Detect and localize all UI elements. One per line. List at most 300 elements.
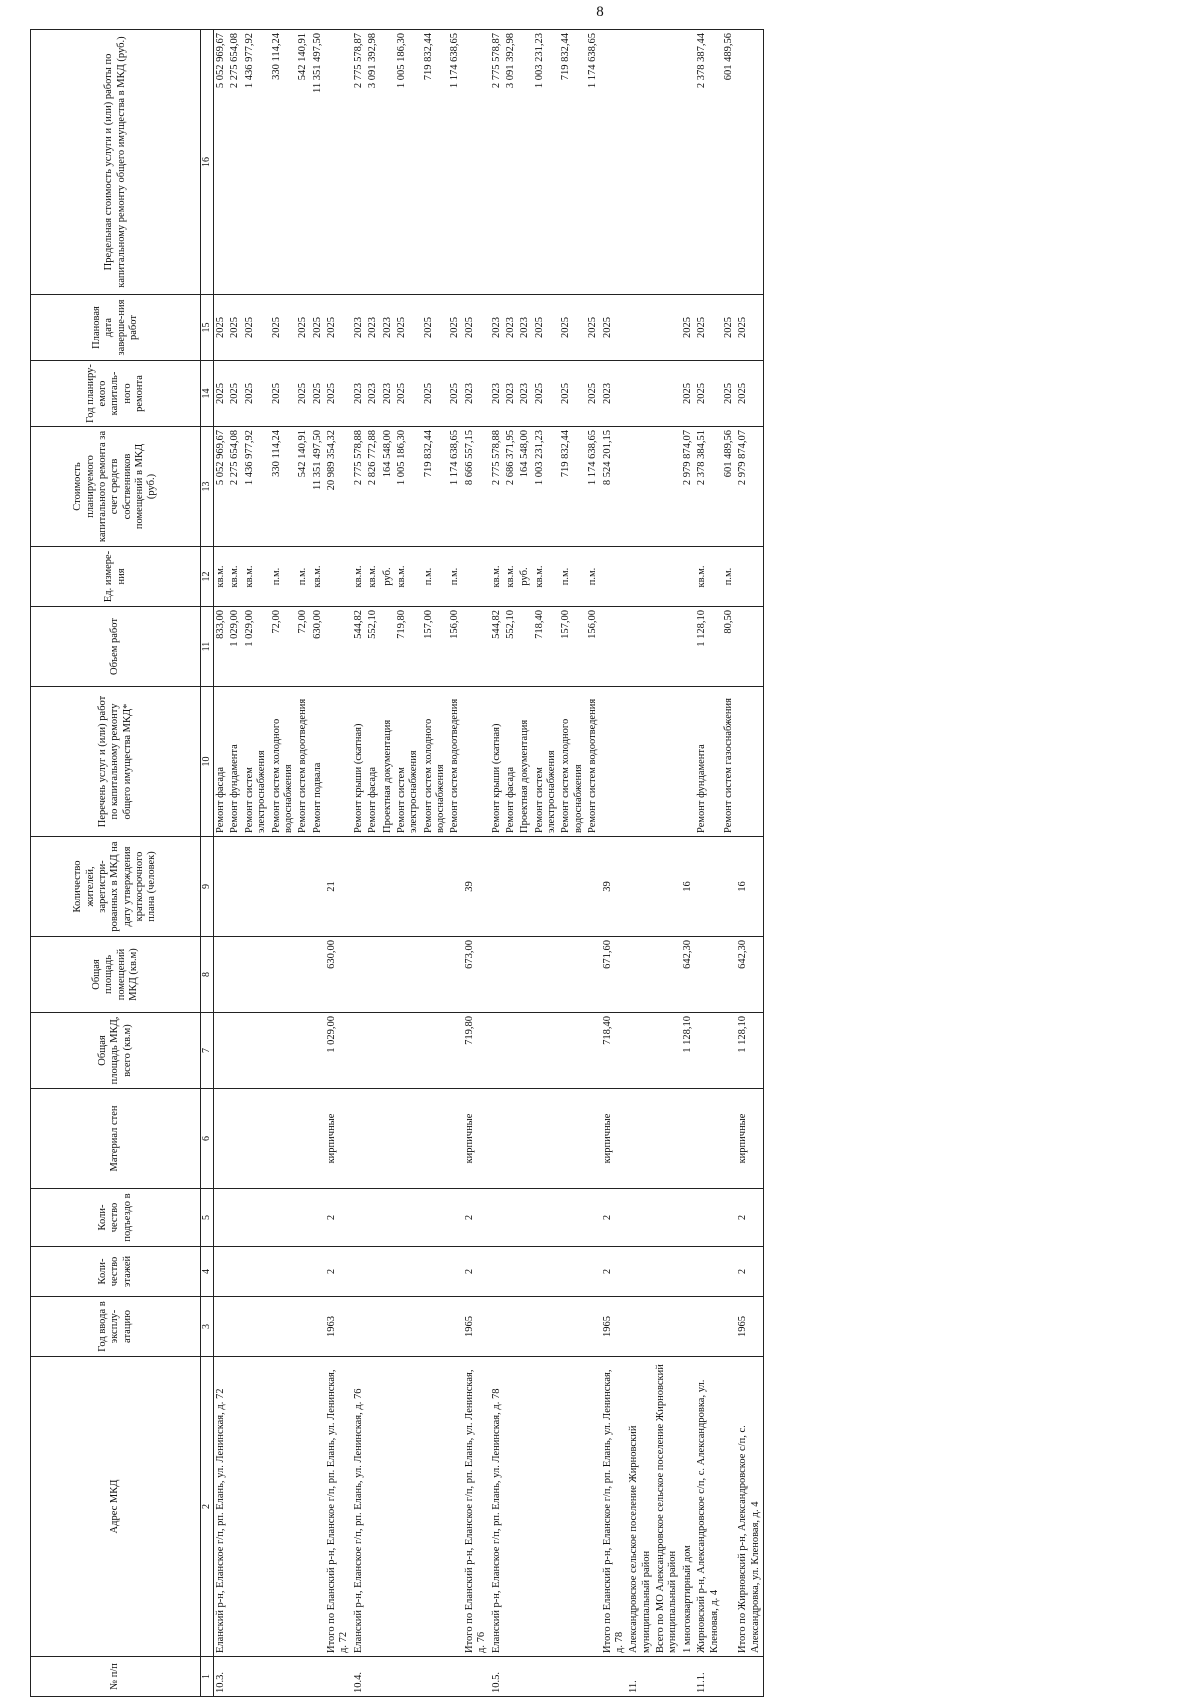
table-cell-col-8 — [533, 937, 560, 1013]
table-cell-col-16: 542 140,91 — [296, 30, 310, 295]
table-cell-col-16: 1 174 638,65 — [448, 30, 462, 295]
table-cell-col-4 — [586, 1247, 600, 1297]
table-cell-col-9 — [270, 837, 297, 937]
table-cell-col-10: Ремонт крыши (скатная) — [490, 687, 504, 837]
table-cell-col-8 — [518, 937, 532, 1013]
table-cell-col-9 — [381, 837, 395, 937]
table-cell-col-4 — [214, 1247, 229, 1297]
table-cell-col-5: 2 — [601, 1189, 628, 1247]
table-cell-col-1 — [422, 1657, 449, 1697]
table-cell-col-11: 1 029,00 — [243, 607, 270, 687]
table-cell-col-12 — [736, 547, 763, 607]
table-cell-col-13: 8 524 201,15 — [601, 427, 628, 547]
table-cell-col-5 — [518, 1189, 532, 1247]
rotated-page-area — [0, 30, 1200, 1697]
table-cell-col-4 — [352, 1247, 366, 1297]
table-cell-col-1: 10.3. — [214, 1657, 229, 1697]
table-cell-col-11 — [518, 607, 532, 687]
table-cell-col-12 — [325, 547, 352, 607]
table-cell-col-2: Итого по Жирновский р-н, Александровское с/п, с. Александровка, ул. Кленовая, д. 4 — [736, 1357, 763, 1657]
table-cell-col-10: Ремонт систем холодного водоснабжения — [270, 687, 297, 837]
table-cell-col-3 — [422, 1297, 449, 1357]
table-row — [270, 30, 297, 1697]
table-cell-col-13: 1 174 638,65 — [448, 427, 462, 547]
table-cell-col-13: 1 174 638,65 — [586, 427, 600, 547]
table-cell-col-15 — [627, 295, 654, 361]
table-cell-col-15: 2025 — [270, 295, 297, 361]
table-row — [559, 30, 586, 1697]
table-cell-col-15: 2025 — [695, 295, 722, 361]
table-cell-col-12: п.м. — [270, 547, 297, 607]
table-cell-col-13: 330 114,24 — [270, 427, 297, 547]
table-cell-col-7 — [448, 1013, 462, 1089]
table-cell-col-2 — [243, 1357, 270, 1657]
table-cell-col-12 — [654, 547, 681, 607]
table-cell-col-9: 21 — [325, 837, 352, 937]
table-cell-col-4 — [366, 1247, 380, 1297]
table-cell-col-6 — [533, 1089, 560, 1189]
table-cell-col-2 — [270, 1357, 297, 1657]
table-cell-col-1 — [448, 1657, 462, 1697]
table-cell-col-3 — [395, 1297, 422, 1357]
table-cell-col-16: 601 489,56 — [722, 30, 736, 295]
table-cell-col-7 — [559, 1013, 586, 1089]
table-row — [518, 30, 532, 1697]
table-cell-col-9 — [695, 837, 722, 937]
table-cell-col-9 — [559, 837, 586, 937]
table-cell-col-4 — [270, 1247, 297, 1297]
table-cell-col-10: Проектная документация — [381, 687, 395, 837]
table-cell-col-4: 2 — [325, 1247, 352, 1297]
table-row — [325, 30, 352, 1697]
table-cell-col-8 — [695, 937, 722, 1013]
table-cell-col-4 — [381, 1247, 395, 1297]
table-cell-col-11: 630,00 — [311, 607, 325, 687]
table-cell-col-7: 1 029,00 — [325, 1013, 352, 1089]
table-cell-col-6 — [559, 1089, 586, 1189]
table-cell-col-12 — [463, 547, 490, 607]
table-cell-col-9 — [366, 837, 380, 937]
table-cell-col-10 — [463, 687, 490, 837]
table-cell-col-15: 2025 — [681, 295, 695, 361]
table-cell-col-10: Ремонт систем электроснабжения — [533, 687, 560, 837]
table-cell-col-4 — [627, 1247, 654, 1297]
table-cell-col-10: Ремонт систем газоснабжения — [722, 687, 736, 837]
table-cell-col-12: кв.м. — [490, 547, 504, 607]
table-cell-col-16: 330 114,24 — [270, 30, 297, 295]
table-cell-col-1: 10.4. — [352, 1657, 366, 1697]
table-cell-col-14: 2025 — [533, 361, 560, 427]
table-cell-col-1 — [395, 1657, 422, 1697]
table-cell-col-12: п.м. — [296, 547, 310, 607]
table-cell-col-12: руб. — [381, 547, 395, 607]
table-cell-col-4: 2 — [463, 1247, 490, 1297]
table-cell-col-5 — [352, 1189, 366, 1247]
header-cell: Ед. измере-ния — [31, 547, 201, 607]
table-cell-col-7 — [695, 1013, 722, 1089]
table-cell-col-3: 1965 — [463, 1297, 490, 1357]
table-cell-col-11 — [681, 607, 695, 687]
table-cell-col-14: 2025 — [296, 361, 310, 427]
table-cell-col-5 — [654, 1189, 681, 1247]
table-cell-col-16: 1 174 638,65 — [586, 30, 600, 295]
table-cell-col-4 — [722, 1247, 736, 1297]
table-cell-col-7 — [504, 1013, 518, 1089]
table-cell-col-12: кв.м. — [395, 547, 422, 607]
table-cell-col-12 — [627, 547, 654, 607]
table-row — [533, 30, 560, 1697]
table-cell-col-6 — [243, 1089, 270, 1189]
table-cell-col-6 — [518, 1089, 532, 1189]
table-cell-col-10 — [681, 687, 695, 837]
table-cell-col-3 — [518, 1297, 532, 1357]
table-cell-col-16: 2 775 578,87 — [352, 30, 366, 295]
table-cell-col-11 — [736, 607, 763, 687]
table-row — [695, 30, 722, 1697]
table-cell-col-10 — [325, 687, 352, 837]
table-cell-col-8 — [654, 937, 681, 1013]
table-cell-col-8: 642,30 — [681, 937, 695, 1013]
table-cell-col-1 — [325, 1657, 352, 1697]
table-cell-col-10: Ремонт систем водоотведения — [586, 687, 600, 837]
table-cell-col-13: 2 979 874,07 — [736, 427, 763, 547]
table-cell-col-13: 164 548,00 — [381, 427, 395, 547]
table-cell-col-2 — [366, 1357, 380, 1657]
header-cell: Плановая дата заверше-ния работ — [31, 295, 201, 361]
table-cell-col-9 — [654, 837, 681, 937]
table-cell-col-5 — [533, 1189, 560, 1247]
table-cell-col-9: 16 — [681, 837, 695, 937]
table-cell-col-15: 2025 — [311, 295, 325, 361]
table-cell-col-7 — [366, 1013, 380, 1089]
table-cell-col-9 — [296, 837, 310, 937]
table-cell-col-13: 1 436 977,92 — [243, 427, 270, 547]
table-cell-col-6: кирпичные — [601, 1089, 628, 1189]
table-cell-col-8 — [296, 937, 310, 1013]
table-cell-col-3 — [695, 1297, 722, 1357]
table-cell-col-12: кв.м. — [352, 547, 366, 607]
header-cell: Объем работ — [31, 607, 201, 687]
table-cell-col-14: 2025 — [695, 361, 722, 427]
table-cell-col-2 — [311, 1357, 325, 1657]
table-cell-col-4 — [504, 1247, 518, 1297]
table-cell-col-3 — [586, 1297, 600, 1357]
table-cell-col-5 — [395, 1189, 422, 1247]
column-number: 11 — [201, 607, 214, 687]
table-cell-col-3 — [243, 1297, 270, 1357]
table-cell-col-14: 2025 — [586, 361, 600, 427]
table-cell-col-6 — [296, 1089, 310, 1189]
table-cell-col-2 — [533, 1357, 560, 1657]
table-cell-col-9 — [352, 837, 366, 937]
table-cell-col-4: 2 — [736, 1247, 763, 1297]
table-cell-col-14: 2025 — [270, 361, 297, 427]
table-cell-col-16: 3 091 392,98 — [504, 30, 518, 295]
table-cell-col-12: кв.м. — [311, 547, 325, 607]
table-cell-col-8 — [722, 937, 736, 1013]
table-cell-col-5: 2 — [736, 1189, 763, 1247]
table-cell-col-10: Ремонт систем холодного водоснабжения — [559, 687, 586, 837]
table-cell-col-6 — [504, 1089, 518, 1189]
table-row — [243, 30, 270, 1697]
capital-repair-table-container — [30, 30, 1170, 1697]
table-cell-col-16 — [627, 30, 654, 295]
table-cell-col-11: 719,80 — [395, 607, 422, 687]
header-cell: Общая площадь помещений МКД (кв.м) — [31, 937, 201, 1013]
column-number: 1 — [201, 1657, 214, 1697]
table-cell-col-14: 2023 — [381, 361, 395, 427]
table-cell-col-15: 2025 — [736, 295, 763, 361]
table-cell-col-1 — [228, 1657, 242, 1697]
table-row — [736, 30, 763, 1697]
table-cell-col-11 — [601, 607, 628, 687]
table-cell-col-14: 2025 — [325, 361, 352, 427]
table-cell-col-1 — [654, 1657, 681, 1697]
table-cell-col-16: 2 275 654,08 — [228, 30, 242, 295]
header-cell: № п/п — [31, 1657, 201, 1697]
table-cell-col-15: 2023 — [490, 295, 504, 361]
header-cell: Коли-чество подъездо в — [31, 1189, 201, 1247]
header-cell: Количество жителей, зарегистри-рованных в МКД на дату утверждения краткосрочного плана (человек) — [31, 837, 201, 937]
table-cell-col-6 — [448, 1089, 462, 1189]
table-cell-col-2 — [422, 1357, 449, 1657]
table-cell-col-11: 72,00 — [270, 607, 297, 687]
table-cell-col-1 — [311, 1657, 325, 1697]
column-number: 7 — [201, 1013, 214, 1089]
header-cell: Материал стен — [31, 1089, 201, 1189]
table-cell-col-2: Еланский р-н, Еланское г/п, рп. Елань, ул. Ленинская, д. 76 — [352, 1357, 366, 1657]
table-row — [504, 30, 518, 1697]
table-cell-col-14: 2025 — [311, 361, 325, 427]
table-cell-col-5 — [586, 1189, 600, 1247]
table-cell-col-7 — [352, 1013, 366, 1089]
table-cell-col-11: 156,00 — [586, 607, 600, 687]
table-cell-col-15: 2023 — [366, 295, 380, 361]
table-cell-col-6 — [270, 1089, 297, 1189]
table-cell-col-2 — [504, 1357, 518, 1657]
table-cell-col-5 — [504, 1189, 518, 1247]
table-cell-col-11: 157,00 — [422, 607, 449, 687]
column-number: 13 — [201, 427, 214, 547]
table-cell-col-1: 11. — [627, 1657, 654, 1697]
table-cell-col-14: 2025 — [736, 361, 763, 427]
table-cell-col-13: 2 275 654,08 — [228, 427, 242, 547]
table-cell-col-16: 1 003 231,23 — [533, 30, 560, 295]
table-cell-col-15 — [654, 295, 681, 361]
table-cell-col-11: 156,00 — [448, 607, 462, 687]
header-cell: Общая площадь МКД, всего (кв.м) — [31, 1013, 201, 1089]
column-number: 15 — [201, 295, 214, 361]
table-cell-col-7 — [395, 1013, 422, 1089]
table-cell-col-6 — [586, 1089, 600, 1189]
table-cell-col-7 — [228, 1013, 242, 1089]
table-cell-col-8 — [214, 937, 229, 1013]
table-cell-col-13: 601 489,56 — [722, 427, 736, 547]
table-cell-col-9: 39 — [463, 837, 490, 937]
table-cell-col-11: 552,10 — [504, 607, 518, 687]
table-cell-col-3 — [352, 1297, 366, 1357]
table-cell-col-13: 1 005 186,30 — [395, 427, 422, 547]
table-cell-col-5 — [627, 1189, 654, 1247]
column-number: 5 — [201, 1189, 214, 1247]
table-row — [296, 30, 310, 1697]
table-cell-col-3: 1965 — [601, 1297, 628, 1357]
table-cell-col-13 — [627, 427, 654, 547]
table-cell-col-10: Ремонт систем холодного водоснабжения — [422, 687, 449, 837]
table-cell-col-6 — [422, 1089, 449, 1189]
table-cell-col-1: 11.1. — [695, 1657, 722, 1697]
table-cell-col-15: 2025 — [463, 295, 490, 361]
table-row — [654, 30, 681, 1697]
table-cell-col-13: 2 378 384,51 — [695, 427, 722, 547]
table-cell-col-15: 2025 — [722, 295, 736, 361]
table-cell-col-8 — [490, 937, 504, 1013]
table-cell-col-9 — [490, 837, 504, 937]
table-cell-col-5 — [270, 1189, 297, 1247]
table-cell-col-1 — [270, 1657, 297, 1697]
table-cell-col-5 — [559, 1189, 586, 1247]
table-cell-col-11: 544,82 — [352, 607, 366, 687]
table-cell-col-6 — [381, 1089, 395, 1189]
table-cell-col-6 — [311, 1089, 325, 1189]
table-row — [381, 30, 395, 1697]
table-cell-col-15: 2023 — [518, 295, 532, 361]
table-row — [311, 30, 325, 1697]
table-cell-col-11 — [627, 607, 654, 687]
table-cell-col-2: Итого по Еланский р-н, Еланское г/п, рп. Елань, ул. Ленинская, д. 76 — [463, 1357, 490, 1657]
table-cell-col-7 — [518, 1013, 532, 1089]
table-cell-col-10: Ремонт фундамента — [228, 687, 242, 837]
table-cell-col-2: Еланский р-н, Еланское г/п, рп. Елань, ул. Ленинская, д. 78 — [490, 1357, 504, 1657]
table-cell-col-10 — [736, 687, 763, 837]
table-cell-col-11: 552,10 — [366, 607, 380, 687]
table-cell-col-14 — [627, 361, 654, 427]
table-cell-col-9 — [243, 837, 270, 937]
table-cell-col-2 — [395, 1357, 422, 1657]
column-number: 10 — [201, 687, 214, 837]
table-cell-col-12: кв.м. — [504, 547, 518, 607]
table-cell-col-7 — [296, 1013, 310, 1089]
table-cell-col-2: Итого по Еланский р-н, Еланское г/п, рп. Елань, ул. Ленинская, д. 72 — [325, 1357, 352, 1657]
table-cell-col-13: 11 351 497,50 — [311, 427, 325, 547]
table-cell-col-6 — [228, 1089, 242, 1189]
table-cell-col-5 — [422, 1189, 449, 1247]
table-cell-col-1 — [736, 1657, 763, 1697]
table-cell-col-10: Проектная документация — [518, 687, 532, 837]
table-cell-col-15: 2025 — [228, 295, 242, 361]
table-cell-col-6 — [627, 1089, 654, 1189]
table-row — [627, 30, 654, 1697]
table-cell-col-11: 718,40 — [533, 607, 560, 687]
table-cell-col-15: 2025 — [448, 295, 462, 361]
table-cell-col-8 — [243, 937, 270, 1013]
table-cell-col-14: 2023 — [463, 361, 490, 427]
table-cell-col-12: п.м. — [448, 547, 462, 607]
table-cell-col-2 — [722, 1357, 736, 1657]
table-cell-col-7 — [422, 1013, 449, 1089]
table-cell-col-13: 719 832,44 — [422, 427, 449, 547]
table-cell-col-11: 157,00 — [559, 607, 586, 687]
table-cell-col-12: п.м. — [559, 547, 586, 607]
header-cell: Коли-чество этажей — [31, 1247, 201, 1297]
table-cell-col-14: 2025 — [559, 361, 586, 427]
table-cell-col-2: 1 многоквартирный дом — [681, 1357, 695, 1657]
table-cell-col-15: 2025 — [214, 295, 229, 361]
table-cell-col-3 — [270, 1297, 297, 1357]
table-cell-col-7: 719,80 — [463, 1013, 490, 1089]
table-cell-col-13: 2 686 371,95 — [504, 427, 518, 547]
table-cell-col-14: 2023 — [601, 361, 628, 427]
table-cell-col-4 — [559, 1247, 586, 1297]
header-cell: Стоимость планируемого капитального ремонта за счет средств собственников помещений в МКД (руб.) — [31, 427, 201, 547]
table-cell-col-1 — [601, 1657, 628, 1697]
table-cell-col-3 — [681, 1297, 695, 1357]
table-cell-col-3 — [627, 1297, 654, 1357]
table-cell-col-9 — [586, 837, 600, 937]
table-cell-col-8: 671,60 — [601, 937, 628, 1013]
column-number: 14 — [201, 361, 214, 427]
table-cell-col-14: 2023 — [490, 361, 504, 427]
table-cell-col-12: кв.м. — [228, 547, 242, 607]
table-cell-col-14: 2023 — [366, 361, 380, 427]
table-cell-col-5 — [490, 1189, 504, 1247]
table-cell-col-6: кирпичные — [325, 1089, 352, 1189]
table-cell-col-8 — [448, 937, 462, 1013]
table-cell-col-14: 2025 — [214, 361, 229, 427]
table-cell-col-3 — [381, 1297, 395, 1357]
table-cell-col-13: 20 989 354,32 — [325, 427, 352, 547]
table-cell-col-10 — [601, 687, 628, 837]
table-row — [586, 30, 600, 1697]
table-cell-col-3 — [366, 1297, 380, 1357]
table-cell-col-11 — [654, 607, 681, 687]
table-cell-col-3 — [296, 1297, 310, 1357]
table-cell-col-2 — [448, 1357, 462, 1657]
table-cell-col-13: 5 052 969,67 — [214, 427, 229, 547]
column-number-row — [201, 30, 214, 1697]
table-cell-col-9: 16 — [736, 837, 763, 937]
table-cell-col-14: 2025 — [422, 361, 449, 427]
table-cell-col-16: 719 832,44 — [559, 30, 586, 295]
table-cell-col-6 — [214, 1089, 229, 1189]
table-cell-col-10: Ремонт подвала — [311, 687, 325, 837]
table-cell-col-16 — [518, 30, 532, 295]
table-cell-col-7 — [270, 1013, 297, 1089]
table-cell-col-13: 164 548,00 — [518, 427, 532, 547]
column-number: 3 — [201, 1297, 214, 1357]
table-cell-col-8 — [381, 937, 395, 1013]
table-cell-col-12 — [601, 547, 628, 607]
table-cell-col-13: 2 979 874,07 — [681, 427, 695, 547]
table-cell-col-8 — [366, 937, 380, 1013]
table-cell-col-7 — [490, 1013, 504, 1089]
table-cell-col-9 — [422, 837, 449, 937]
table-cell-col-3 — [654, 1297, 681, 1357]
table-cell-col-1: 10.5. — [490, 1657, 504, 1697]
table-cell-col-15: 2025 — [422, 295, 449, 361]
table-cell-col-11: 80,50 — [722, 607, 736, 687]
table-cell-col-16: 5 052 969,67 — [214, 30, 229, 295]
table-cell-col-4: 2 — [601, 1247, 628, 1297]
table-cell-col-11: 833,00 — [214, 607, 229, 687]
table-cell-col-10: Ремонт фасада — [504, 687, 518, 837]
table-cell-col-5 — [448, 1189, 462, 1247]
table-cell-col-3 — [228, 1297, 242, 1357]
table-body — [214, 30, 764, 1697]
table-cell-col-10: Ремонт систем водоотведения — [448, 687, 462, 837]
column-number: 2 — [201, 1357, 214, 1657]
table-cell-col-12: кв.м. — [214, 547, 229, 607]
